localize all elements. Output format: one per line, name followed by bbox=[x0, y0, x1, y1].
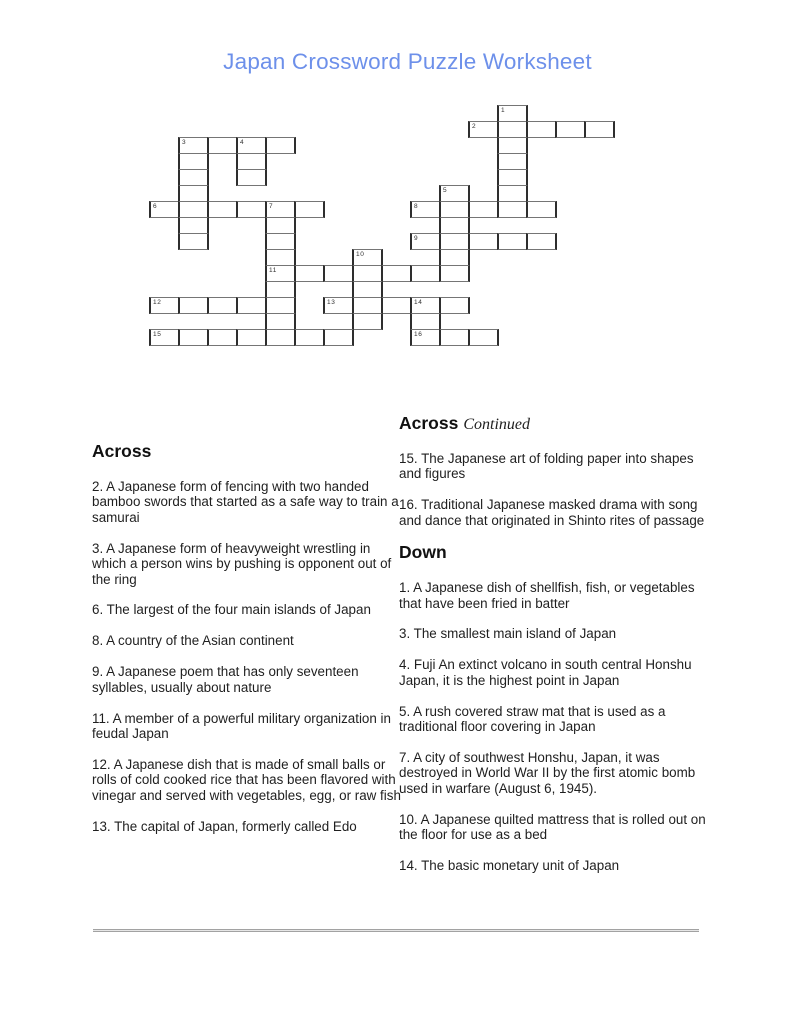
grid-cell bbox=[265, 233, 296, 250]
grid-cell bbox=[352, 313, 383, 330]
grid-cell bbox=[207, 201, 238, 218]
grid-cell bbox=[439, 249, 470, 266]
grid-cell bbox=[381, 265, 412, 282]
grid-cell bbox=[207, 137, 238, 154]
grid-cell bbox=[497, 169, 528, 186]
clue-text: 9. A Japanese poem that has only seventeen syllables, usually about nature bbox=[92, 664, 359, 695]
cell-number: 9 bbox=[414, 234, 419, 242]
grid-cell bbox=[497, 121, 528, 138]
grid-cell-numbered bbox=[410, 329, 441, 346]
cell-number: 6 bbox=[153, 202, 158, 210]
cell-number: 2 bbox=[472, 122, 477, 130]
clue-text: 16. Traditional Japanese masked drama with song and dance that originated in Shinto rites of passage bbox=[399, 497, 705, 528]
clue-text: 15. The Japanese art of folding paper into shapes and figures bbox=[399, 451, 694, 482]
cell-number: 13 bbox=[327, 298, 336, 306]
grid-cell bbox=[265, 137, 296, 154]
cell-number: 5 bbox=[443, 186, 448, 194]
clues-left-column bbox=[92, 441, 401, 834]
cell-number: 12 bbox=[153, 298, 162, 306]
grid-cell bbox=[584, 121, 615, 138]
grid-cell bbox=[555, 121, 586, 138]
grid-cell bbox=[439, 233, 470, 250]
grid-cell bbox=[323, 329, 354, 346]
grid-cell bbox=[439, 265, 470, 282]
grid-cell bbox=[497, 137, 528, 154]
clue-text: 1. A Japanese dish of shellfish, fish, or vegetables that have been fried in batter bbox=[399, 580, 695, 611]
footer-divider bbox=[93, 929, 699, 932]
grid-cell bbox=[410, 313, 441, 330]
down-heading: Down bbox=[399, 542, 447, 563]
grid-cell bbox=[207, 329, 238, 346]
clue-text: 4. Fuji An extinct volcano in south central Honshu Japan, it is the highest point in Japan bbox=[399, 657, 692, 688]
cell-number: 11 bbox=[269, 266, 277, 274]
grid-cell bbox=[439, 297, 470, 314]
grid-cell bbox=[497, 233, 528, 250]
across-continued-label: Across bbox=[399, 413, 459, 433]
grid-cell bbox=[468, 201, 499, 218]
grid-cell bbox=[265, 217, 296, 234]
grid-cell bbox=[439, 329, 470, 346]
clue-text: 2. A Japanese form of fencing with two handed bamboo swords that started as a safe way to train a samurai bbox=[92, 479, 399, 525]
grid-cell bbox=[265, 281, 296, 298]
grid-cell-numbered bbox=[468, 121, 499, 138]
cell-number: 1 bbox=[501, 106, 506, 114]
grid-cell bbox=[178, 185, 209, 202]
grid-cell bbox=[294, 201, 325, 218]
grid-cell bbox=[265, 249, 296, 266]
grid-cell bbox=[497, 185, 528, 202]
grid-cell bbox=[178, 201, 209, 218]
across-continued-clues-list bbox=[399, 451, 708, 528]
grid-cell bbox=[468, 329, 499, 346]
clue-text: 3. A Japanese form of heavyweight wrestling in which a person wins by pushing is opponent out of the ring bbox=[92, 540, 392, 587]
continued-label: Continued bbox=[463, 416, 531, 433]
clue-text: 13. The capital of Japan, formerly called Edo bbox=[92, 818, 357, 834]
cell-number: 4 bbox=[240, 138, 245, 146]
grid-cell bbox=[526, 121, 557, 138]
clue-text: 6. The largest of the four main islands of Japan bbox=[92, 602, 371, 618]
clue-text: 8. A country of the Asian continent bbox=[92, 633, 294, 649]
across-continued-heading bbox=[399, 413, 708, 434]
grid-cell bbox=[265, 297, 296, 314]
grid-cell bbox=[352, 265, 383, 282]
grid-cell bbox=[178, 233, 209, 250]
grid-cell bbox=[236, 297, 267, 314]
grid-cell bbox=[178, 297, 209, 314]
grid-cell bbox=[236, 153, 267, 170]
grid-cell bbox=[178, 217, 209, 234]
page-title: Japan Crossword Puzzle Worksheet bbox=[223, 49, 592, 74]
grid-cell bbox=[526, 233, 557, 250]
grid-cell bbox=[497, 153, 528, 170]
grid-cell bbox=[236, 329, 267, 346]
grid-cell-numbered bbox=[236, 137, 267, 154]
clue-text: 11. A member of a powerful military organization in feudal Japan bbox=[92, 710, 391, 741]
grid-cell-numbered bbox=[149, 329, 180, 346]
grid-cell bbox=[265, 329, 296, 346]
cell-number: 7 bbox=[269, 202, 274, 210]
grid-cell bbox=[294, 265, 325, 282]
clue-text: 5. A rush covered straw mat that is used as a traditional floor covering in Japan bbox=[399, 703, 666, 735]
clue-text: 3. The smallest main island of Japan bbox=[399, 626, 617, 642]
clue-text: 14. The basic monetary unit of Japan bbox=[399, 858, 620, 873]
crossword-grid bbox=[149, 105, 617, 348]
grid-cell-numbered bbox=[149, 297, 180, 314]
grid-cell-numbered bbox=[265, 201, 296, 218]
clue-text: 10. A Japanese quilted mattress that is rolled out on the floor for use as a bed bbox=[399, 811, 706, 843]
grid-cell-numbered bbox=[265, 265, 296, 282]
grid-cell-numbered bbox=[439, 185, 470, 202]
grid-cell bbox=[352, 297, 383, 314]
grid-cell-numbered bbox=[149, 201, 180, 218]
cell-number: 16 bbox=[414, 330, 423, 338]
grid-cell bbox=[468, 233, 499, 250]
grid-cell-numbered bbox=[323, 297, 354, 314]
cell-number: 14 bbox=[414, 298, 423, 306]
grid-cell bbox=[178, 169, 209, 186]
grid-cell bbox=[497, 201, 528, 218]
across-clues-list bbox=[92, 479, 401, 834]
cell-number: 8 bbox=[414, 202, 419, 210]
down-clues-list bbox=[399, 580, 708, 873]
clues-right-column bbox=[399, 413, 708, 873]
grid-cell-numbered bbox=[178, 137, 209, 154]
grid-cell bbox=[439, 201, 470, 218]
grid-cell bbox=[178, 153, 209, 170]
grid-cell-numbered bbox=[410, 297, 441, 314]
cell-number: 3 bbox=[182, 138, 187, 146]
grid-cell-numbered bbox=[352, 249, 383, 266]
grid-cell bbox=[207, 297, 238, 314]
clue-text: 12. A Japanese dish that is made of small balls or rolls of cold cooked rice that has been flavored with vinegar and served with vegetables, egg, or raw fish bbox=[92, 756, 401, 803]
grid-cell bbox=[236, 169, 267, 186]
grid-cell bbox=[178, 329, 209, 346]
across-heading: Across bbox=[92, 441, 152, 461]
grid-cell bbox=[439, 217, 470, 234]
grid-cell bbox=[352, 281, 383, 298]
cell-number: 10 bbox=[356, 250, 365, 258]
clue-text: 7. A city of southwest Honshu, Japan, it was destroyed in World War II by the first atomic bomb used in warfare (August 6, 1945). bbox=[399, 749, 696, 796]
grid-cell bbox=[410, 265, 441, 282]
grid-cell-numbered bbox=[497, 105, 528, 122]
grid-cell-numbered bbox=[410, 233, 441, 250]
grid-cell bbox=[294, 329, 325, 346]
grid-cell bbox=[236, 201, 267, 218]
grid-cell bbox=[323, 265, 354, 282]
grid-cell bbox=[526, 201, 557, 218]
grid-cell bbox=[265, 313, 296, 330]
grid-cell-numbered bbox=[410, 201, 441, 218]
grid-cell bbox=[381, 297, 412, 314]
cell-number: 15 bbox=[153, 330, 162, 338]
